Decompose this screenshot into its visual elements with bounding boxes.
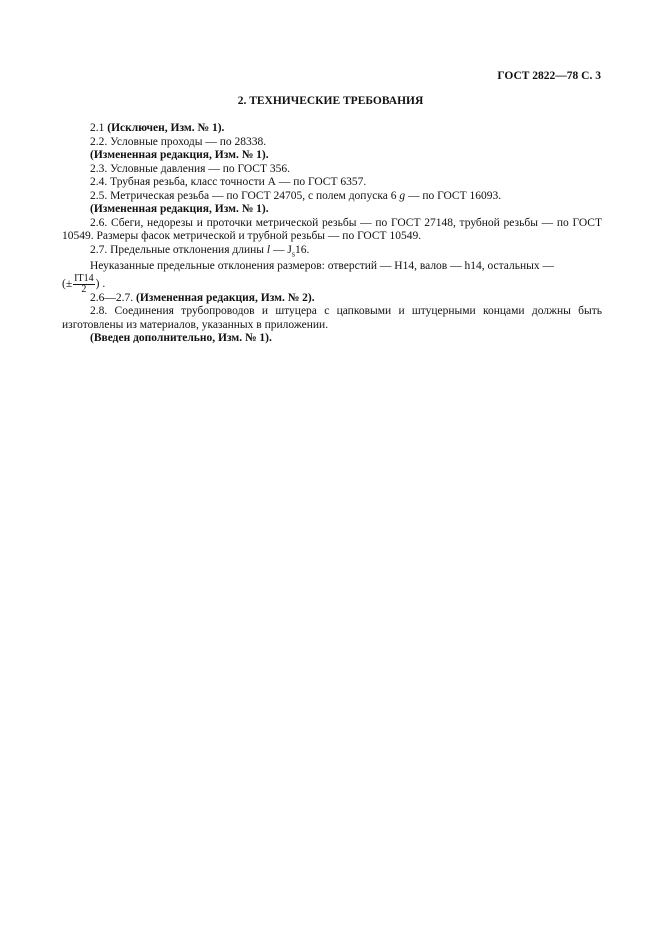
page-header: ГОСТ 2822—78 С. 3 <box>497 70 601 82</box>
clause-2-6-2-7-note: 2.6—2.7. (Измененная редакция, Изм. № 2). <box>90 291 315 304</box>
section-body <box>62 122 602 346</box>
clause-2-2: 2.2. Условные проходы — по 28338. <box>90 135 267 148</box>
clause-2-2-note: (Измененная редакция, Изм. № 1). <box>90 149 269 161</box>
clause-2-4: 2.4. Трубная резьба, класс точности А — по ГОСТ 6357. <box>90 176 367 188</box>
fraction: $\frac{IT14}{2}$ <box>74 272 94 295</box>
clause-2-5: 2.5. Метрическая резьба — по ГОСТ 24705, с полем допуска 6 g — по ГОСТ 16093. <box>90 189 502 202</box>
clause-2-8-note: (Введен дополнительно, Изм. № 1). <box>90 332 272 345</box>
tolerance-formula: (± $\frac{IT14}{2}$ ) . <box>62 272 106 295</box>
section-title: 2. ТЕХНИЧЕСКИЕ ТРЕБОВАНИЯ <box>237 95 424 107</box>
clause-2-5-note: (Измененная редакция, Изм. № 1). <box>90 203 269 215</box>
clause-2-7: 2.7. Предельные отклонения длины l — $J_s16$. <box>90 243 310 258</box>
clause-2-6: 2.6. Сбеги, недорезы и проточки метрической резьбы — по ГОСТ 27148, трубной резьбы — по ГОСТ 10549. Размеры фасок метрической и трубной резьбы — по ГОСТ 10549. <box>62 216 602 242</box>
clause-2-3: 2.3. Условные давления — по ГОСТ 356. <box>90 162 290 175</box>
clause-2-1: 2.1 (Исключен, Изм. № 1). <box>90 122 225 134</box>
clause-2-8: 2.8. Соединения трубопроводов и штуцера с цапковыми и штуцерными концами должны быть изготовлены из материалов, указанных в приложении. <box>62 305 602 331</box>
clause-2-7-continuation: Неуказанные предельные отклонения размеров: отверстий — H14, валов — h14, остальных — <box>90 260 554 273</box>
